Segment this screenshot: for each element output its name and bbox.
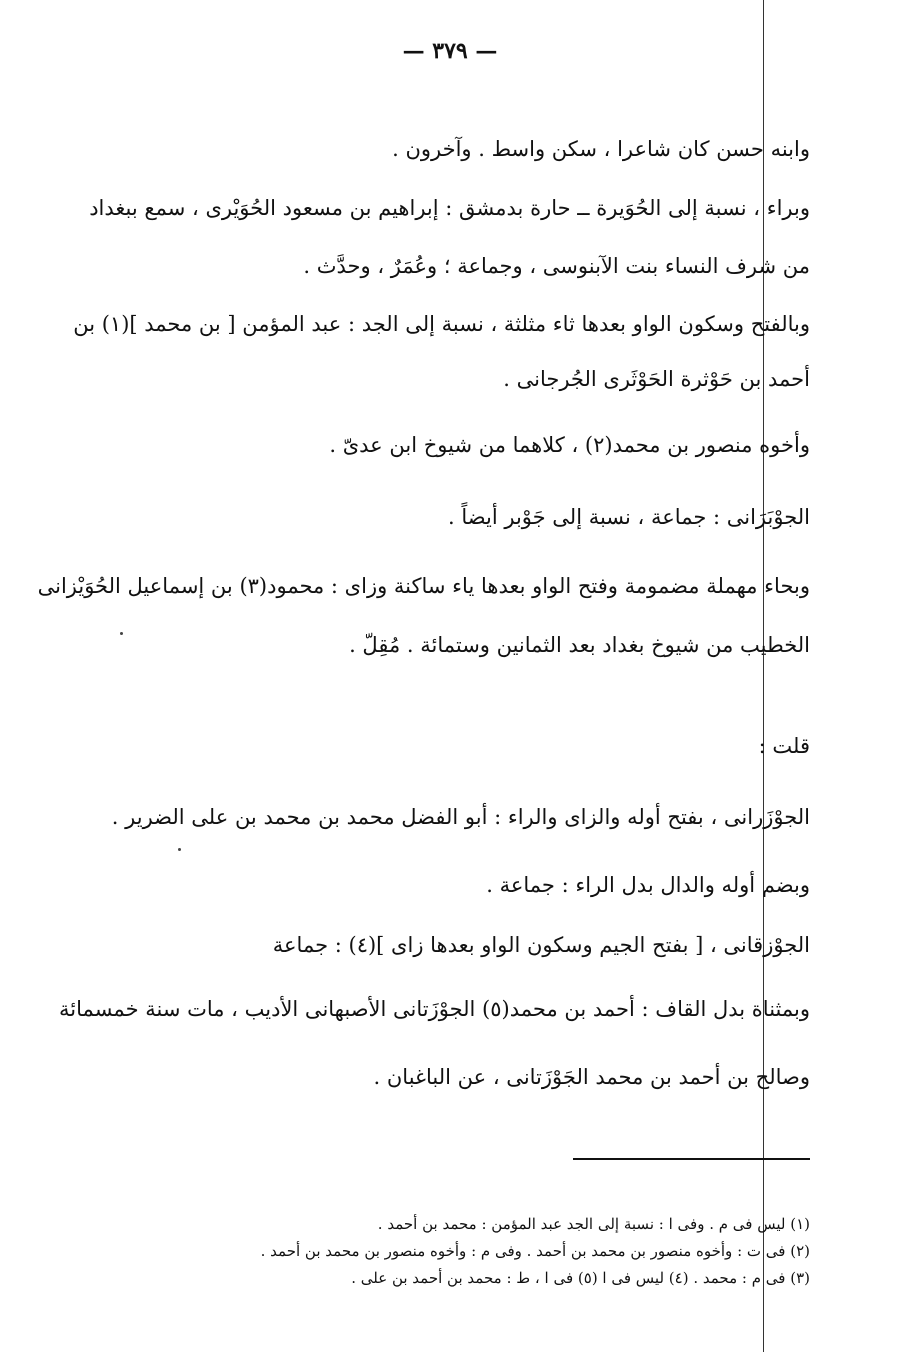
text-line: وبالفتح وسكون الواو بعدها ثاء مثلثة ، نسبة إلى الجد : عبد المؤمن [ بن محمد ](١) بن xyxy=(73,312,810,336)
text-line: وبراء ، نسبة إلى الحُوَيرة ــ حارة بدمشق : إبراهيم بن مسعود الحُوَيْرى ، سمع ببغداد xyxy=(89,196,810,220)
text-line: الجوْزقانى ، [ بفتح الجيم وسكون الواو بعدها زاى ](٤) : جماعة xyxy=(272,933,810,957)
text-line: الجوْزَرانى ، بفتح أوله والزاى والراء : أبو الفضل محمد بن محمد بن على الضرير . xyxy=(111,805,810,829)
section-heading: قلت : xyxy=(758,734,810,758)
text-line: وبحاء مهملة مضمومة وفتح الواو بعدها ياء ساكنة وزاى : محمود(٣) بن إسماعيل الحُوَيْزانى xyxy=(37,574,810,598)
text-line: وصالح بن أحمد بن محمد الجَوْزَتانى ، عن الباغبان . xyxy=(373,1065,810,1089)
text-line: وأخوه منصور بن محمد(٢) ، كلاهما من شيوخ ابن عدىّ . xyxy=(329,433,810,457)
text-line: وبمثناة بدل القاف : أحمد بن محمد(٥) الجوْزَتانى الأصبهانى الأديب ، مات سنة خمسمائة xyxy=(59,997,810,1021)
footnote: (١) ليس فى م . وفى ا : نسبة إلى الجد عبد المؤمن : محمد بن أحمد . xyxy=(377,1215,810,1233)
footnote-separator xyxy=(573,1158,810,1160)
text-line: أحمد بن حَوْثرة الحَوْثَرى الجُرجانى . xyxy=(503,367,810,391)
page-number: — ٣٧٩ — xyxy=(402,38,498,64)
text-line: من شرف النساء بنت الآبنوسى ، وجماعة ؛ وعُمَرٌ ، وحدَّث . xyxy=(303,254,810,278)
text-line: الجوْبَرَانى : جماعة ، نسبة إلى جَوْبر أيضاً . xyxy=(448,505,810,529)
ink-speck xyxy=(178,848,181,851)
footnote: (٣) فى م : محمد . (٤) ليس فى ا (٥) فى ا ، ط : محمد بن أحمد بن على . xyxy=(351,1269,810,1287)
footnote: (٢) فى ت : وأخوه منصور بن محمد بن أحمد . وفى م : وأخوه منصور بن محمد بن أحمد . xyxy=(260,1242,810,1260)
text-line: وابنه حسن كان شاعرا ، سكن واسط . وآخرون . xyxy=(392,137,810,161)
text-line: الخطيب من شيوخ بغداد بعد الثمانين وستمائة . مُقِلّ . xyxy=(349,633,810,657)
text-line: وبضم أوله والدال بدل الراء : جماعة . xyxy=(486,873,810,897)
ink-speck xyxy=(120,632,123,635)
